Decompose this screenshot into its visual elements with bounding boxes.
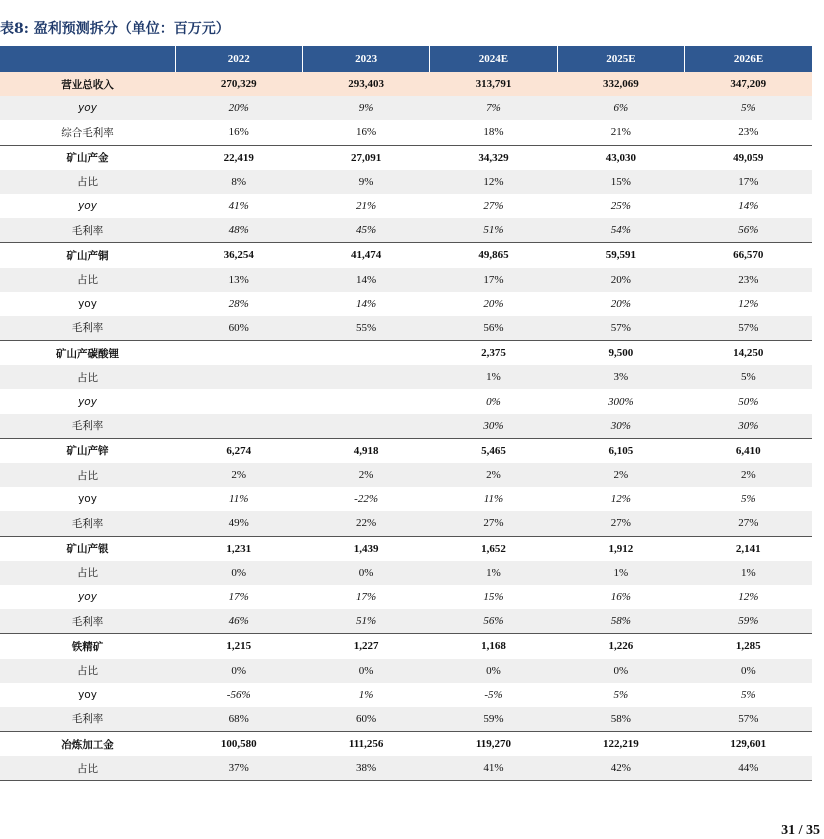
table-row — [0, 585, 812, 609]
table-cell: 0% — [557, 659, 684, 683]
table-row — [0, 732, 812, 757]
table-cell: 13% — [175, 268, 302, 292]
table-cell: 57% — [557, 316, 684, 341]
page-number: 31 / 35 — [781, 823, 820, 838]
table-cell: 1% — [358, 688, 374, 701]
table-cell: 3% — [557, 365, 684, 389]
table-cell: 6,105 — [557, 438, 684, 463]
profit-forecast-table — [0, 46, 812, 781]
table-cell: 1,226 — [557, 634, 684, 659]
table-cell: 36,254 — [175, 243, 302, 268]
table-cell: 11% — [483, 493, 504, 506]
table-cell: 5% — [740, 688, 756, 701]
row-label: 占比 — [0, 268, 175, 292]
table-row — [0, 561, 812, 585]
row-label: 矿山产金 — [0, 145, 175, 170]
table-cell: 119,270 — [430, 732, 557, 757]
row-label: 营业总收入 — [0, 72, 175, 96]
row-label: yoy — [78, 493, 97, 506]
table-cell — [175, 341, 302, 366]
table-cell: 8% — [175, 170, 302, 194]
table-row — [0, 756, 812, 781]
table-cell: 6,274 — [175, 438, 302, 463]
row-label: 占比 — [0, 170, 175, 194]
table-cell: 41,474 — [302, 243, 429, 268]
table-cell: 111,256 — [302, 732, 429, 757]
table-cell: 50% — [738, 395, 759, 408]
table-cell: 42% — [557, 756, 684, 781]
table-cell: 20% — [175, 96, 302, 120]
table-cell: 1,439 — [302, 536, 429, 561]
table-cell: 16% — [610, 591, 631, 604]
table-cell: 22% — [302, 511, 429, 536]
table-row — [0, 72, 812, 96]
table-title: 表8: 盈利预测拆分（单位：百万元） — [0, 21, 230, 37]
table-row — [0, 707, 812, 732]
table-cell: 12% — [610, 493, 631, 506]
table-cell: 21% — [610, 126, 631, 139]
row-label: 综合毛利率 — [61, 126, 114, 139]
table-cell: 2% — [302, 463, 429, 487]
table-cell: 2% — [175, 463, 302, 487]
table-cell: 5% — [685, 96, 812, 120]
row-label: 毛利率 — [0, 218, 175, 243]
row-label: 毛利率 — [0, 511, 175, 536]
table-row — [0, 120, 812, 145]
table-cell: 30% — [557, 414, 684, 439]
row-label: yoy — [78, 297, 97, 310]
table-row — [0, 683, 812, 707]
table-cell: 20% — [483, 297, 504, 310]
table-row — [0, 414, 812, 439]
table-cell: 122,219 — [557, 732, 684, 757]
table-row — [0, 389, 812, 413]
table-cell: 17% — [228, 591, 249, 604]
table-cell: 14% — [356, 297, 377, 310]
table-row — [0, 145, 812, 170]
table-cell: 30% — [685, 414, 812, 439]
table-cell — [175, 414, 302, 439]
table-row — [0, 659, 812, 683]
table-cell: 14,250 — [685, 341, 812, 366]
row-label: yoy — [78, 395, 97, 408]
table-cell: 17% — [685, 170, 812, 194]
table-cell: 48% — [175, 218, 302, 243]
table-cell: 27% — [685, 511, 812, 536]
table-cell: 16% — [228, 126, 249, 139]
table-cell: 5% — [613, 688, 629, 701]
table-cell: 6% — [557, 96, 684, 120]
table-cell: 15% — [483, 591, 504, 604]
table-cell: 0% — [685, 659, 812, 683]
table-cell — [302, 341, 429, 366]
table-cell: 49,865 — [430, 243, 557, 268]
header-cell: 2026E — [685, 46, 812, 72]
table-cell: 2% — [685, 463, 812, 487]
header-cell: 2022 — [175, 46, 302, 72]
row-label: yoy — [78, 591, 97, 604]
table-cell: 12% — [738, 591, 759, 604]
table-cell: 9,500 — [557, 341, 684, 366]
table-cell: 28% — [228, 297, 249, 310]
table-cell: 4,918 — [302, 438, 429, 463]
table-cell: 51% — [430, 218, 557, 243]
table-cell — [302, 389, 429, 413]
table-row — [0, 634, 812, 659]
table-row — [0, 96, 812, 120]
table-cell: 1,912 — [557, 536, 684, 561]
table-row — [0, 316, 812, 341]
table-cell: 23% — [738, 126, 759, 139]
table-row — [0, 341, 812, 366]
table-cell: 7% — [430, 96, 557, 120]
table-cell: 14% — [302, 268, 429, 292]
row-label: 占比 — [0, 365, 175, 389]
table-cell: 9% — [302, 96, 429, 120]
table-cell: 20% — [557, 268, 684, 292]
row-label: 冶炼加工金 — [0, 732, 175, 757]
table-cell: 60% — [302, 707, 429, 732]
table-cell: 66,570 — [685, 243, 812, 268]
table-cell: 9% — [302, 170, 429, 194]
table-cell: 54% — [557, 218, 684, 243]
table-row — [0, 511, 812, 536]
table-cell: 1,652 — [430, 536, 557, 561]
table-cell: 16% — [356, 126, 377, 139]
table-cell: 0% — [486, 395, 501, 408]
table-cell: 34,329 — [430, 145, 557, 170]
table-cell: 18% — [483, 126, 504, 139]
table-cell: 30% — [430, 414, 557, 439]
header-cell: 2023 — [302, 46, 429, 72]
table-cell: 55% — [302, 316, 429, 341]
row-label: 占比 — [0, 659, 175, 683]
table-cell: 15% — [557, 170, 684, 194]
table-cell: -22% — [354, 493, 378, 506]
table-cell: 293,403 — [302, 72, 429, 96]
table-cell: 5% — [685, 365, 812, 389]
table-cell: 1,168 — [430, 634, 557, 659]
row-label: 矿山产银 — [0, 536, 175, 561]
table-row — [0, 243, 812, 268]
table-row — [0, 170, 812, 194]
row-label: 占比 — [0, 756, 175, 781]
table-cell: 332,069 — [557, 72, 684, 96]
table-cell: 41% — [228, 200, 249, 213]
table-cell: -5% — [484, 688, 503, 701]
row-label: yoy — [0, 96, 175, 120]
header-cell: 2024E — [430, 46, 557, 72]
table-row — [0, 463, 812, 487]
table-cell: 2,375 — [430, 341, 557, 366]
table-cell: 2% — [557, 463, 684, 487]
table-cell: 49,059 — [685, 145, 812, 170]
table-cell: 56% — [685, 218, 812, 243]
table-cell: 1% — [430, 365, 557, 389]
table-cell: 27% — [483, 200, 504, 213]
table-cell: 59,591 — [557, 243, 684, 268]
table-row — [0, 438, 812, 463]
table-cell: 1,231 — [175, 536, 302, 561]
header-cell — [0, 46, 175, 72]
row-label: 矿山产锌 — [0, 438, 175, 463]
row-label: 占比 — [0, 561, 175, 585]
table-cell: 68% — [175, 707, 302, 732]
table-cell: 20% — [610, 297, 631, 310]
table-cell: 21% — [356, 200, 377, 213]
header-cell: 2025E — [557, 46, 684, 72]
table-cell — [175, 389, 302, 413]
row-label: 毛利率 — [0, 707, 175, 732]
table-cell: 0% — [175, 561, 302, 585]
table-row — [0, 609, 812, 634]
table-cell: 1,285 — [685, 634, 812, 659]
row-label: 占比 — [0, 463, 175, 487]
table-cell: 14% — [738, 200, 759, 213]
table-cell — [302, 414, 429, 439]
table-row — [0, 218, 812, 243]
table-cell: 1% — [685, 561, 812, 585]
table-cell: 56% — [430, 609, 557, 634]
table-cell: 12% — [430, 170, 557, 194]
table-cell — [302, 365, 429, 389]
table-cell — [175, 365, 302, 389]
table-row — [0, 268, 812, 292]
table-cell: 11% — [229, 493, 249, 506]
table-cell: 58% — [557, 609, 684, 634]
table-row — [0, 536, 812, 561]
header-row — [0, 46, 812, 72]
table-cell: 59% — [685, 609, 812, 634]
table-cell: 0% — [175, 659, 302, 683]
table-cell: 5,465 — [430, 438, 557, 463]
table-cell: 44% — [685, 756, 812, 781]
table-cell: -56% — [226, 688, 251, 701]
table-cell: 12% — [738, 297, 759, 310]
table-cell: 46% — [175, 609, 302, 634]
table-cell: 270,329 — [175, 72, 302, 96]
table-cell: 60% — [175, 316, 302, 341]
table-cell: 1,215 — [175, 634, 302, 659]
table-cell: 45% — [302, 218, 429, 243]
table-row — [0, 365, 812, 389]
table-cell: 300% — [608, 395, 634, 408]
table-cell: 27,091 — [302, 145, 429, 170]
table-row — [0, 292, 812, 316]
table-cell: 57% — [685, 707, 812, 732]
table-row — [0, 487, 812, 511]
table-cell: 129,601 — [685, 732, 812, 757]
table-cell: 27% — [430, 511, 557, 536]
table-cell: 2% — [430, 463, 557, 487]
table-cell: 313,791 — [430, 72, 557, 96]
row-label: 矿山产铜 — [0, 243, 175, 268]
table-cell: 59% — [430, 707, 557, 732]
row-label: 毛利率 — [0, 316, 175, 341]
table-cell: 58% — [557, 707, 684, 732]
row-label: yoy — [78, 688, 97, 701]
table-cell: 38% — [302, 756, 429, 781]
table-cell: 49% — [175, 511, 302, 536]
table-cell: 100,580 — [175, 732, 302, 757]
table-cell: 56% — [430, 316, 557, 341]
table-cell: 17% — [356, 591, 377, 604]
row-label: 矿山产碳酸锂 — [0, 341, 175, 366]
table-cell: 41% — [430, 756, 557, 781]
table-cell: 17% — [430, 268, 557, 292]
table-cell: 5% — [740, 493, 756, 506]
table-cell: 2,141 — [685, 536, 812, 561]
table-cell: 1% — [557, 561, 684, 585]
table-cell: 6,410 — [685, 438, 812, 463]
row-label: 铁精矿 — [0, 634, 175, 659]
row-label: 毛利率 — [0, 609, 175, 634]
row-label: yoy — [78, 200, 97, 213]
table-cell: 25% — [610, 200, 631, 213]
table-cell: 27% — [557, 511, 684, 536]
table-cell: 0% — [430, 659, 557, 683]
table-cell: 43,030 — [557, 145, 684, 170]
table-cell: 23% — [685, 268, 812, 292]
table-cell: 0% — [302, 659, 429, 683]
table-cell: 1% — [430, 561, 557, 585]
table-cell: 1,227 — [302, 634, 429, 659]
row-label: 毛利率 — [0, 414, 175, 439]
table-cell: 22,419 — [175, 145, 302, 170]
table-cell: 57% — [685, 316, 812, 341]
table-cell: 347,209 — [685, 72, 812, 96]
table-cell: 37% — [175, 756, 302, 781]
table-row — [0, 194, 812, 218]
table-cell: 51% — [302, 609, 429, 634]
table-cell: 0% — [302, 561, 429, 585]
